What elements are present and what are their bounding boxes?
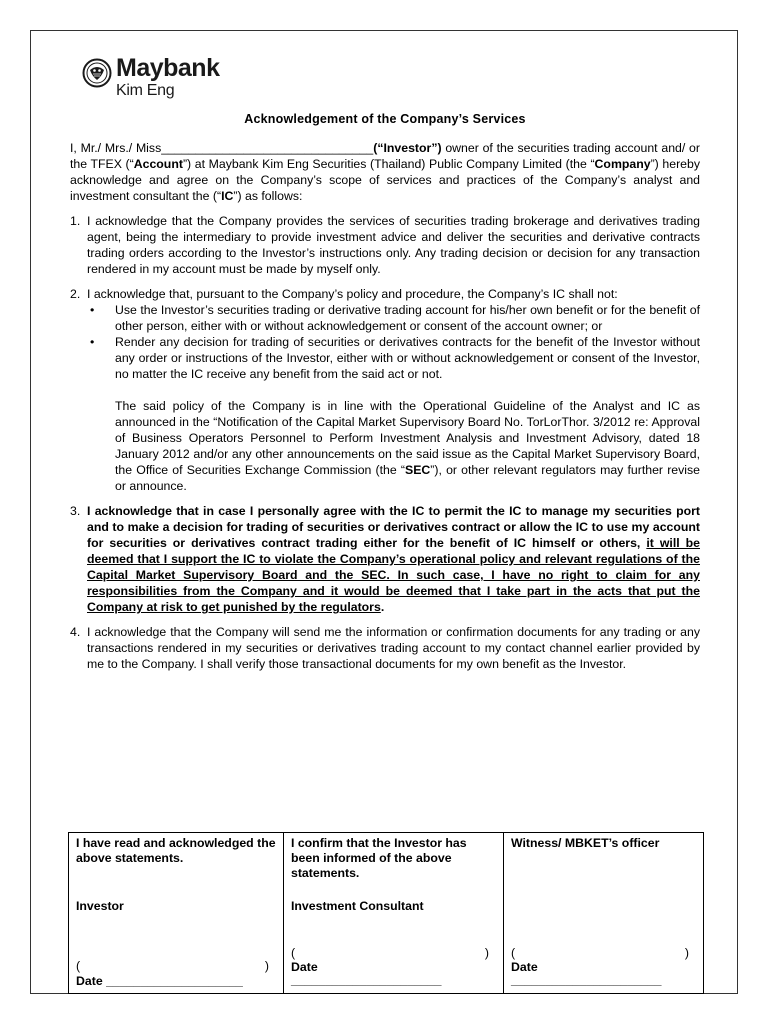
investor-signature-cell[interactable]	[69, 833, 284, 994]
clause-3	[70, 503, 700, 615]
document-body	[70, 140, 700, 681]
consultant-role-label: Investment Consultant	[291, 899, 424, 913]
policy-note-text-2: ”), or other relevant regulators may further revise or announce.	[115, 463, 700, 493]
consultant-date-line[interactable]: ______________________	[291, 973, 442, 987]
document-title: Acknowledgement of the Company’s Services	[244, 112, 526, 126]
bullet-text: Use the Investor’s securities trading or derivative trading account for his/her own benefit or for the benefit of other person, either with or without acknowledgement or consent of the account owner; or	[115, 303, 700, 333]
clause-text: I acknowledge that the Company provides the services of securities trading brokerage and derivatives trading agent, being the intermediary to provide investment advice and deliver the securities and derivative contracts trading orders according to the Investor’s instructions only. Any trading decision or decision for any transaction rendered in my account must be made by myself only.	[87, 214, 700, 276]
investor-cell-heading: I have read and acknowledged the above statements.	[76, 836, 276, 865]
witness-cell-heading: Witness/ MBKET’s officer	[511, 836, 660, 850]
close-paren: )	[684, 946, 689, 960]
clause-number: 2.	[70, 287, 81, 301]
intro-text-3: owner of the securities trading account and/ or the TFEX (“	[70, 141, 700, 171]
clause-1	[70, 213, 700, 277]
intro-text-4: ”) at Maybank Kim Eng Securities (Thailand) Public Company Limited (the “	[182, 157, 595, 171]
bullet-icon: •	[90, 303, 95, 317]
open-paren: (	[291, 946, 296, 960]
close-paren: )	[484, 946, 489, 960]
sec-term: SEC	[405, 463, 431, 477]
bullet-icon: •	[90, 335, 95, 349]
consultant-name-parentheses	[291, 946, 489, 961]
clause-text: I acknowledge that the Company will send me the information or confirmation documents for any trading or any transactions rendered in my securities or derivatives trading account to my contact channel earlier provided by me to the Company. I shall verify those transactional documents for my own benefit as the Investor.	[87, 625, 700, 671]
clause-number: 1.	[70, 214, 81, 228]
witness-signature-cell[interactable]	[504, 833, 704, 994]
clause-3-underlined-text: it will be deemed that I support the IC to violate the Company’s operational policy and relevant regulations of the Capital Market Supervisory Board and the SEC. In such case, I have no right to claim for any responsibilities from the Company and it would be deemed that I take part in the acts that put the Company at risk to get punished by the regulators	[87, 536, 700, 614]
close-paren: )	[264, 959, 269, 973]
witness-name-parentheses	[511, 946, 689, 961]
investor-term: (“Investor”)	[373, 141, 442, 155]
intro-text-5: ”) hereby acknowledge and agree on the Company’s scope of services and practices of the Company’s analyst and investment consultant the (“	[70, 157, 700, 203]
investor-name-blank[interactable]: _______________________________	[161, 141, 374, 155]
consultant-date-label: Date	[291, 960, 318, 974]
maybank-logo	[82, 56, 252, 100]
ic-term: IC	[221, 189, 234, 203]
bullet-item	[87, 334, 700, 382]
investor-date-line[interactable]: Date ____________________	[76, 974, 243, 988]
signature-table	[68, 832, 704, 994]
clause-text: I acknowledge that, pursuant to the Company’s policy and procedure, the Company’s IC shall not:	[87, 287, 618, 301]
witness-date-line[interactable]: ______________________	[511, 973, 662, 987]
account-term: Account	[133, 157, 183, 171]
clause-4	[70, 624, 700, 672]
bullet-text: Render any decision for trading of securities or derivatives contracts for the benefit of the Investor without any order or instructions of the Investor, either with or without acknowledgement or consent of the Investor, no matter the IC receive any benefit from the said act or not.	[115, 335, 700, 381]
tiger-emblem-icon	[82, 58, 112, 88]
open-paren: (	[76, 959, 81, 973]
witness-date-label: Date	[511, 960, 538, 974]
policy-note	[87, 398, 700, 494]
intro-text-1: I, Mr./ Mrs./ Miss	[70, 141, 162, 155]
open-paren: (	[511, 946, 516, 960]
company-term: Company	[594, 157, 651, 171]
logo-sub: Kim Eng	[116, 82, 175, 99]
investor-role-label: Investor	[76, 899, 124, 913]
consultant-signature-cell[interactable]	[284, 833, 504, 994]
clause-number: 4.	[70, 625, 81, 639]
clause-number: 3.	[70, 504, 81, 518]
consultant-cell-heading: I confirm that the Investor has been informed of the above statements.	[291, 836, 467, 880]
clause-3-end: .	[380, 600, 385, 614]
logo-brand: Maybank	[116, 54, 220, 82]
clause-2	[70, 286, 700, 494]
policy-note-text-1: The said policy of the Company is in line with the Operational Guideline of the Analyst and IC as announced in the “Notification of the Capital Market Supervisory Board No. TorLorThor. 3/2012 re: Approval of Business Operators Personnel to Perform Investment Analysis and Investment Advisory, dated 18 January 2012 and/or any other announcements on the said issue as the Capital Market Supervisory Board, the Office of Securities Exchange Commission (the “	[115, 399, 700, 477]
intro-paragraph	[70, 140, 700, 204]
bullet-item	[87, 302, 700, 334]
intro-text-6: ”) as follows:	[233, 189, 303, 203]
investor-name-parentheses	[76, 959, 269, 974]
clause-3-bold-text: I acknowledge that in case I personally agree with the IC to permit the IC to manage my securities port and to make a decision for trading of securities or derivatives contract or allow the IC to use my account for securities or derivatives contract trading either for the benefit of IC himself or others,	[87, 504, 700, 550]
